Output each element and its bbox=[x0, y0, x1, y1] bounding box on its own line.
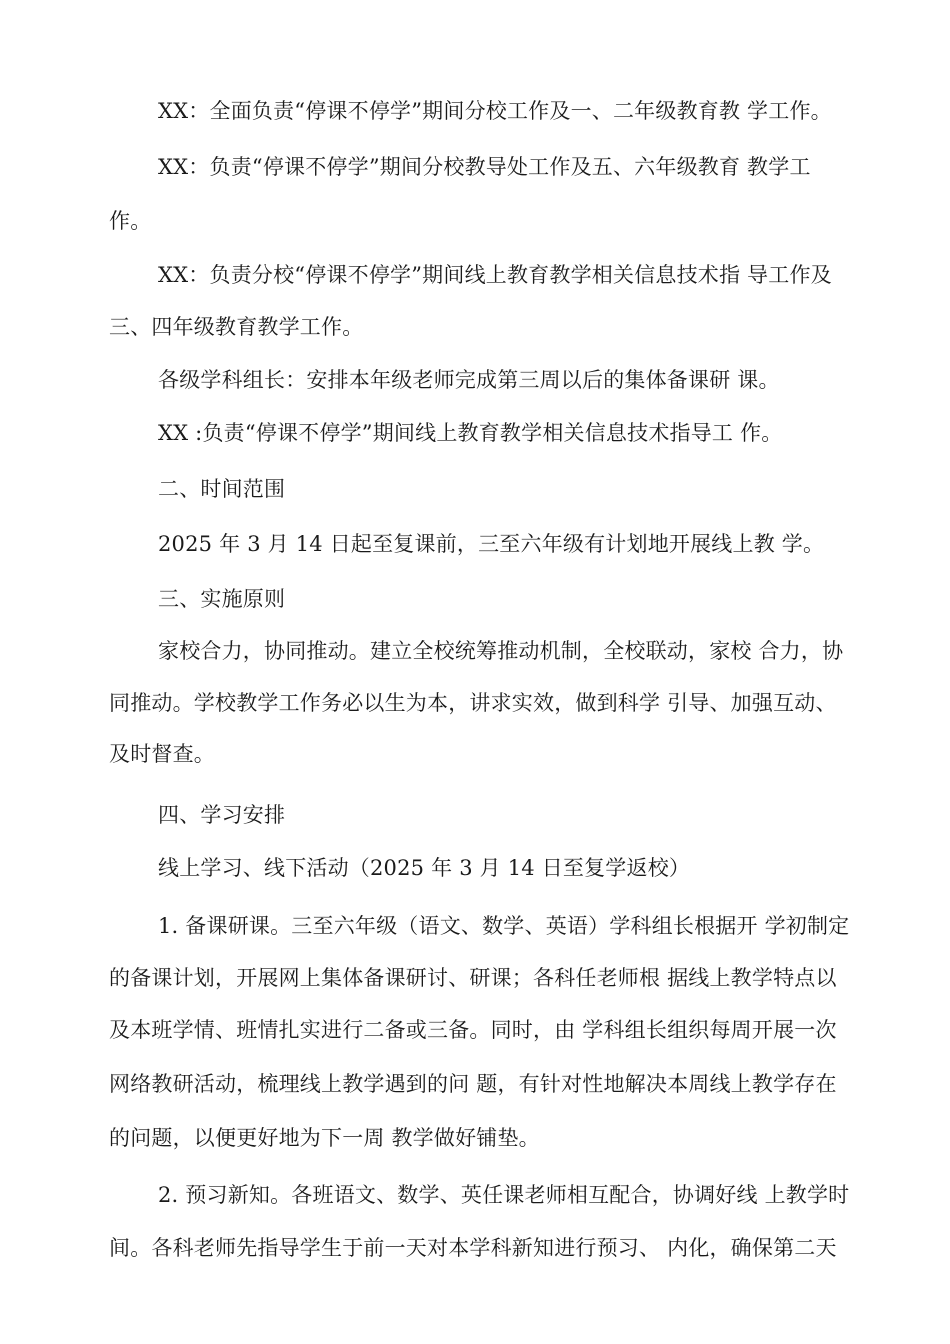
paragraph-line: 网络教研活动，梳理线上教学遇到的问 题，有针对性地解决本周线上教学存在 bbox=[109, 1072, 837, 1096]
paragraph-line: 三、四年级教育教学工作。 bbox=[109, 315, 364, 339]
paragraph-line: 间。各科老师先指导学生于前一天对本学科新知进行预习、 内化，确保第二天 bbox=[109, 1236, 837, 1260]
paragraph-line: 的问题，以便更好地为下一周 教学做好铺垫。 bbox=[109, 1126, 540, 1150]
paragraph-line: 1. 备课研课。三至六年级（语文、数学、英语）学科组长根据开 学初制定 bbox=[158, 914, 850, 938]
paragraph-line: 2. 预习新知。各班语文、数学、英任课老师相互配合，协调好线 上教学时 bbox=[158, 1183, 850, 1207]
paragraph-line: XX：负责“停课不停学”期间分校教导处工作及五、六年级教育 教学工 bbox=[158, 155, 811, 179]
section-heading: 三、实施原则 bbox=[158, 587, 286, 611]
paragraph-line: 2025 年 3 月 14 日起至复课前，三至六年级有计划地开展线上教 学。 bbox=[158, 532, 825, 556]
paragraph-line: XX：全面负责“停课不停学”期间分校工作及一、二年级教育教 学工作。 bbox=[158, 99, 832, 123]
paragraph-line: 及时督查。 bbox=[109, 742, 215, 766]
paragraph-line: 作。 bbox=[109, 209, 152, 233]
paragraph-line: XX :负责“停课不停学”期间线上教育教学相关信息技术指导工 作。 bbox=[158, 421, 783, 445]
paragraph-line: 线上学习、线下活动（2025 年 3 月 14 日至复学返校） bbox=[158, 856, 691, 880]
paragraph-line: 的备课计划，开展网上集体备课研讨、研课；各科任老师根 据线上教学特点以 bbox=[109, 966, 837, 990]
paragraph-line: 同推动。学校教学工作务必以生为本，讲求实效，做到科学 引导、加强互动、 bbox=[109, 691, 837, 715]
paragraph-line: 家校合力，协同推动。建立全校统筹推动机制，全校联动，家校 合力，协 bbox=[158, 639, 844, 663]
section-heading: 二、时间范围 bbox=[158, 477, 286, 501]
paragraph-line: XX：负责分校“停课不停学”期间线上教育教学相关信息技术指 导工作及 bbox=[158, 263, 832, 287]
paragraph-line: 各级学科组长：安排本年级老师完成第三周以后的集体备课研 课。 bbox=[158, 368, 780, 392]
section-heading: 四、学习安排 bbox=[158, 803, 286, 827]
paragraph-line: 及本班学情、班情扎实进行二备或三备。同时，由 学科组长组织每周开展一次 bbox=[109, 1018, 837, 1042]
